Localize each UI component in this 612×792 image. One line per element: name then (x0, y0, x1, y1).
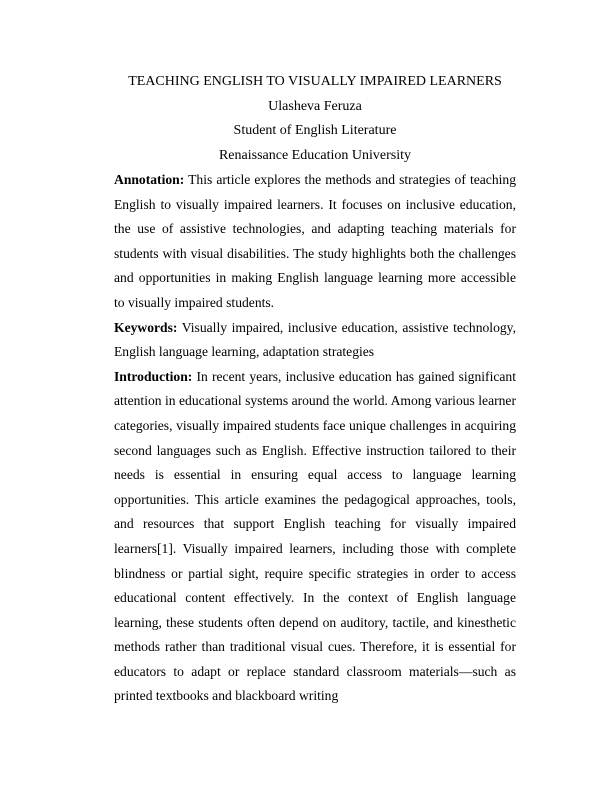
author-affiliation: Renaissance Education University (218, 147, 412, 163)
annotation-paragraph (114, 168, 516, 316)
keywords-paragraph (114, 316, 516, 365)
article-content (114, 70, 516, 709)
keywords-text: Visually impaired, inclusive education, assistive technology, English language learning, adaptation strategies (114, 319, 516, 360)
article-title: TEACHING ENGLISH TO VISUALLY IMPAIRED LEARNERS (128, 74, 502, 89)
annotation-text: This article explores the methods and strategies of teaching English to visually impaired learners. It focuses on inclusive education, the use of assistive technologies, and adapting teaching materials for students with visual disabilities. The study highlights both the challenges and opportunities in making English language learning more accessible to visually impaired students. (114, 172, 516, 310)
author-name: Ulasheva Feruza (268, 98, 362, 114)
author-role: Student of English Literature (233, 123, 397, 138)
introduction-label: Introduction: (114, 368, 193, 384)
annotation-label: Annotation: (114, 172, 185, 187)
keywords-label: Keywords: (114, 319, 178, 335)
introduction-text: In recent years, inclusive education has gained significant attention in educational systems around the world. Among various learner categories, visually impaired students face unique challenges in acquiring second languages such as English. Effective instruction tailored to their needs is essential in ensuring equal access to language learning opportunities. This article examines the pedagogical approaches, tools, and resources that support English teaching for visually impaired learners[1]. Visually impaired learners, including those with complete blindness or partial sight, require specific strategies in order to access educational content effectively. In the context of English language learning, these students often depend on auditory, tactile, and kinesthetic methods rather than traditional visual cues. Therefore, it is essential for educators to adapt or replace standard classroom materials—such as printed textbooks and blackboard writing (114, 368, 516, 704)
introduction-paragraph (114, 365, 516, 709)
